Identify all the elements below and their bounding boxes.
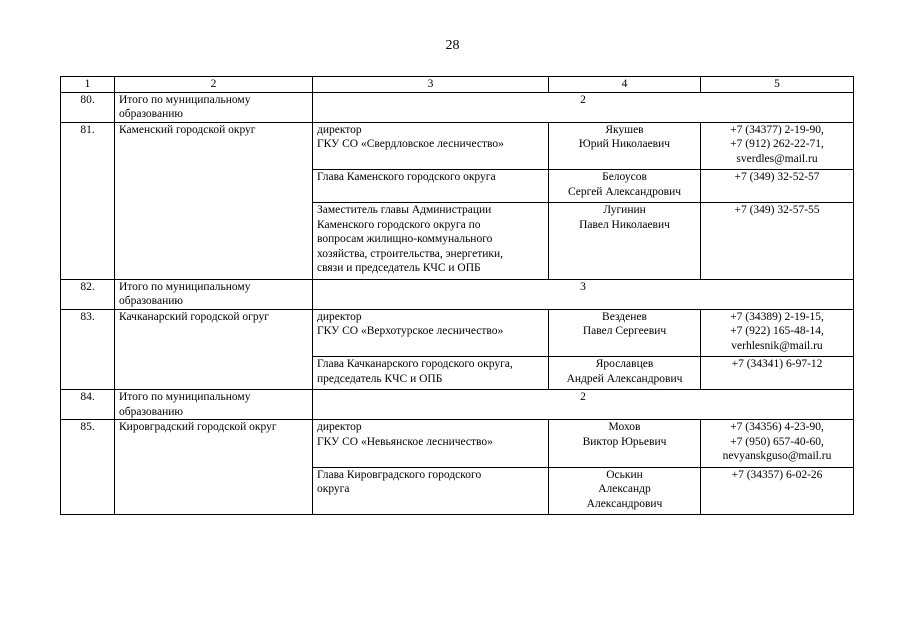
row-number: 81. (61, 122, 115, 279)
page-number: 28 (445, 38, 460, 53)
total-label: Итого по муниципальному образованию (115, 390, 313, 420)
contacts-cell: +7 (34389) 2-19-15, +7 (922) 165-48-14, verhlesnik@mail.ru (701, 309, 854, 357)
row-number: 82. (61, 279, 115, 309)
contacts-cell: +7 (34357) 6-02-26 (701, 467, 854, 515)
row-number: 85. (61, 420, 115, 515)
total-row (61, 92, 854, 122)
person-cell: Мохов Виктор Юрьевич (549, 420, 701, 468)
total-value: 3 (313, 279, 854, 309)
position-cell: директор ГКУ СО «Невьянское лесничество» (313, 420, 549, 468)
total-value: 2 (313, 92, 854, 122)
municipality-name: Качканарский городской огруг (115, 309, 313, 390)
person-cell: Ярославцев Андрей Александрович (549, 357, 701, 390)
contacts-cell: +7 (34356) 4-23-90, +7 (950) 657-40-60, nevyanskguso@mail.ru (701, 420, 854, 468)
person-cell: Якушев Юрий Николаевич (549, 122, 701, 170)
header-cell: 1 (61, 77, 115, 93)
table-row (61, 122, 854, 170)
position-cell: Глава Кировградского городского округа (313, 467, 549, 515)
table-header-row (61, 77, 854, 93)
person-cell: Лугинин Павел Николаевич (549, 203, 701, 280)
contacts-cell: +7 (34341) 6-97-12 (701, 357, 854, 390)
municipality-name: Каменский городской округ (115, 122, 313, 279)
person-cell: Везденев Павел Сергеевич (549, 309, 701, 357)
row-number: 83. (61, 309, 115, 390)
person-cell: Оськин Александр Александрович (549, 467, 701, 515)
table-row (61, 420, 854, 468)
table-body (61, 77, 854, 515)
person-cell: Белоусов Сергей Александрович (549, 170, 701, 203)
position-cell: Заместитель главы Администрации Каменского городского округа по вопросам жилищно-коммунального хозяйства, строительства, энергетики, связи и председатель КЧС и ОПБ (313, 203, 549, 280)
total-value: 2 (313, 390, 854, 420)
position-cell: Глава Качканарского городского округа, председатель КЧС и ОПБ (313, 357, 549, 390)
position-cell: директор ГКУ СО «Верхотурское лесничество» (313, 309, 549, 357)
position-cell: директор ГКУ СО «Свердловское лесничество» (313, 122, 549, 170)
row-number: 84. (61, 390, 115, 420)
position-cell: Глава Каменского городского округа (313, 170, 549, 203)
total-label: Итого по муниципальному образованию (115, 279, 313, 309)
total-row (61, 390, 854, 420)
table-row (61, 309, 854, 357)
header-cell: 2 (115, 77, 313, 93)
header-cell: 4 (549, 77, 701, 93)
total-label: Итого по муниципальному образованию (115, 92, 313, 122)
municipality-name: Кировградский городской округ (115, 420, 313, 515)
contacts-cell: +7 (349) 32-57-55 (701, 203, 854, 280)
contacts-cell: +7 (349) 32-52-57 (701, 170, 854, 203)
total-row (61, 279, 854, 309)
header-cell: 3 (313, 77, 549, 93)
contacts-cell: +7 (34377) 2-19-90, +7 (912) 262-22-71, sverdles@mail.ru (701, 122, 854, 170)
header-cell: 5 (701, 77, 854, 93)
contacts-table (60, 76, 854, 515)
row-number: 80. (61, 92, 115, 122)
